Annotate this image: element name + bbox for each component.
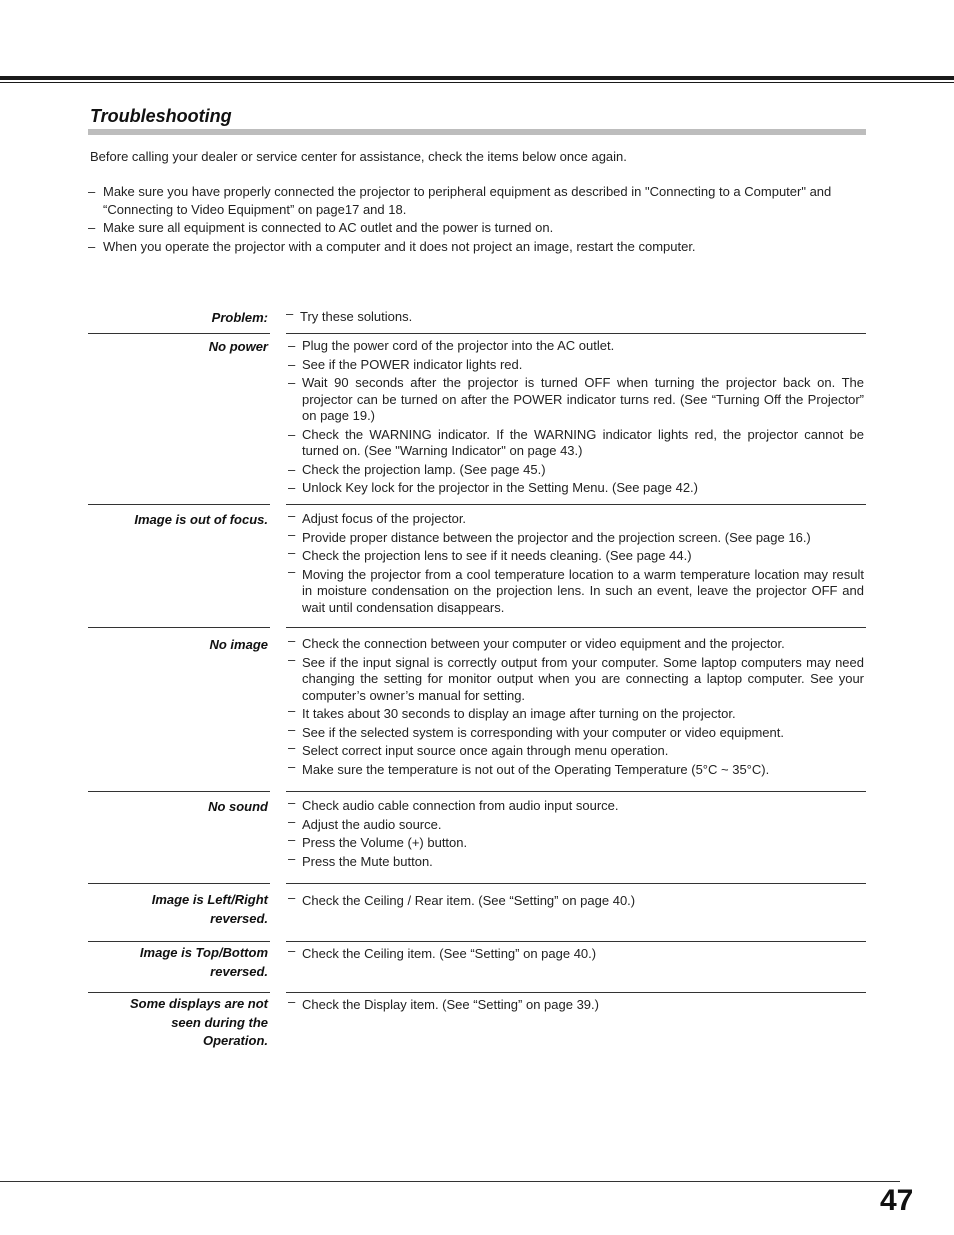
dash-bullet: – [288,890,296,905]
dash-bullet: – [88,184,96,199]
dash-bullet: – [88,238,96,254]
dash-bullet: – [288,758,296,774]
row-divider [88,627,270,628]
row-divider [286,992,866,993]
solution-item: – Check the projection lamp. (See page 45.) [288,461,546,477]
solution-item: – Check the connection between your computer or video equipment and the projector. [288,633,785,651]
solution-list [288,633,864,780]
dash-bullet: – [288,426,296,442]
problem-label: No image [209,637,268,652]
solution-list [288,943,864,965]
dash-bullet: – [288,795,296,810]
row-divider [88,992,270,993]
solution-item: – Adjust the audio source. [288,813,442,832]
dash-bullet: – [288,461,296,477]
dash-bullet: – [288,480,296,495]
dash-bullet: – [288,703,296,718]
dash-bullet: – [288,943,296,958]
solution-item: – Check the Ceiling / Rear item. (See “Setting” on page 40.) [288,890,636,908]
row-divider [88,791,270,792]
solution-item: – Moving the projector from a cool temperature location to a warm temperature location may result in moisture condensation on the projection lens. In such an event, leave the projector OFF and wait until condensation disappears. [288,563,864,615]
row-divider [286,333,866,334]
solution-list [288,890,864,912]
solution-item: – See if the selected system is corresponding with your computer or video equipment. [288,721,784,740]
dash-bullet: – [288,721,296,737]
row-divider [88,883,270,884]
solution-item: – Press the Mute button. [288,850,433,869]
problem-label: No power [208,339,268,354]
row-divider [88,333,270,334]
row-divider [286,791,866,792]
problem-label: Image is Left/Right reversed. [151,892,268,926]
solution-item: – Check the WARNING indicator. If the WARNING indicator lights red, the projector cannot be turned on. (See "Warning Indicator" on page 43.) [288,426,864,458]
dash-bullet: – [288,338,296,353]
row-divider [88,504,270,505]
solution-item: – Press the Volume (+) button. [288,832,468,850]
solution-item: – Unlock Key lock for the projector in the Setting Menu. (See page 42.) [288,480,698,495]
row-divider [286,627,866,628]
dash-bullet: – [286,306,294,321]
solution-item: – Adjust focus of the projector. [288,508,467,526]
dash-bullet: – [288,994,296,1009]
problem-label: Image is out of focus. [134,512,268,527]
intro-item: – Make sure you have properly connected the projector to peripheral equipment as described in "Connecting to a Computer" and “Connecting to Video Equipment” on page17 and 18. [88,184,832,217]
intro-checklist [88,183,866,256]
problem-header: Problem: [211,310,268,325]
solution-item: – Check the Ceiling item. (See “Setting” on page 40.) [288,943,597,961]
problem-label: Some displays are not seen during the Operation. [130,996,268,1048]
dash-bullet: – [288,651,296,667]
dash-bullet: – [288,356,296,372]
page-title: Troubleshooting [90,106,232,126]
solution-item: – Select correct input source once again through menu operation. [288,740,669,758]
intro-item: – Make sure all equipment is connected to AC outlet and the power is turned on. [88,220,554,235]
solution-item: – See if the input signal is correctly output from your computer. Some laptop computers may need changing the setting for monitor output when you are connecting a laptop computer. See your computer’s owner’s manual for setting. [288,651,864,703]
solution-header: – Try these solutions. [286,306,413,324]
dash-bullet: – [288,508,296,523]
solution-item: – Wait 90 seconds after the projector is turned OFF when turning the projector back on. The projector can be turned on after the POWER indicator turns red. (See “Turning Off the Projector” on page 19.) [288,375,864,423]
solution-item: – Plug the power cord of the projector into the AC outlet. [288,338,615,353]
footer-rule [0,1181,900,1182]
header-rule-thick [0,76,954,80]
dash-bullet: – [288,563,296,579]
solution-item: – Provide proper distance between the projector and the projection screen. (See page 16.) [288,526,811,545]
solution-item: – Check audio cable connection from audio input source. [288,795,619,813]
solution-item: – Make sure the temperature is not out of the Operating Temperature (5°C ~ 35°C). [288,758,770,777]
solution-list [288,508,864,618]
dash-bullet: – [288,545,296,560]
solution-item: – Check the Display item. (See “Setting” on page 39.) [288,994,599,1012]
dash-bullet: – [288,850,296,866]
solution-list [288,994,864,1016]
row-divider [286,941,866,942]
header-rule-thin [0,82,954,83]
problem-label: Image is Top/Bottom reversed. [139,945,268,979]
intro-item: – When you operate the projector with a computer and it does not project an image, restart the computer. [88,238,696,254]
row-divider [286,504,866,505]
row-divider [286,883,866,884]
title-underline-bar [88,129,866,135]
solution-item: – Check the projection lens to see if it needs cleaning. (See page 44.) [288,545,692,563]
dash-bullet: – [288,813,296,829]
problem-label: No sound [208,799,268,814]
dash-bullet: – [288,375,296,390]
dash-bullet: – [288,633,296,648]
row-divider [88,941,270,942]
solution-item: – It takes about 30 seconds to display an image after turning on the projector. [288,703,736,721]
dash-bullet: – [288,832,296,847]
intro-text: Before calling your dealer or service center for assistance, check the items below once again. [90,149,627,164]
solution-item: – See if the POWER indicator lights red. [288,356,523,372]
solution-list [288,338,864,499]
page-number: 47 [880,1184,914,1217]
dash-bullet: – [88,220,96,235]
dash-bullet: – [288,740,296,755]
dash-bullet: – [288,526,296,542]
solution-list [288,795,864,872]
